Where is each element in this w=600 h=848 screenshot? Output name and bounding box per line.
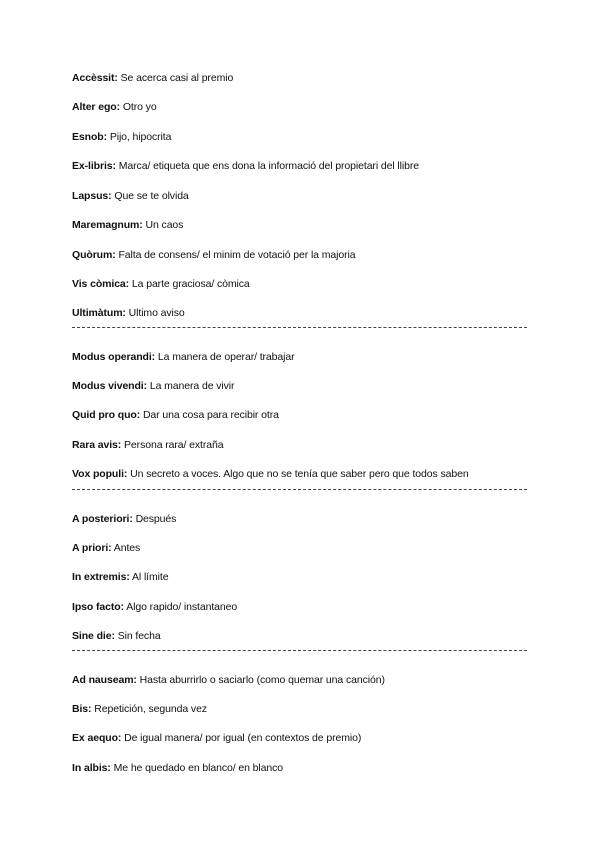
- entry-term: Ex aequo:: [72, 732, 122, 744]
- entry-term: In albis:: [72, 762, 111, 774]
- entry-definition: De igual manera/ por igual (en contextos de premio): [124, 732, 362, 744]
- glossary-entry-in-albis: [72, 761, 283, 775]
- entry-definition: Otro yo: [122, 101, 157, 113]
- entry-term: Vis còmica:: [72, 278, 130, 290]
- entry-term: Ad nauseam:: [72, 674, 137, 686]
- entry-definition: La manera de operar/ trabajar: [157, 351, 295, 363]
- entry-term: In extremis:: [72, 571, 130, 583]
- entry-term: Quòrum:: [72, 249, 116, 261]
- glossary-entry-maremagnum: [72, 218, 183, 232]
- entry-term: Alter ego:: [72, 101, 121, 113]
- glossary-entry-accessit: [72, 71, 233, 85]
- glossary-entry-ex-libris: [72, 159, 419, 173]
- entry-definition: Que se te olvida: [114, 190, 189, 202]
- glossary-entry-ultimatum: [72, 306, 185, 320]
- glossary-entry-bis: [72, 702, 207, 716]
- entry-definition: Persona rara/ extraña: [124, 439, 224, 451]
- entry-definition: Se acerca casi al premio: [120, 72, 234, 84]
- glossary-entry-quid-pro-quo: [72, 408, 279, 422]
- entry-term: Esnob:: [72, 131, 107, 143]
- entry-term: Ex-libris:: [72, 160, 116, 172]
- glossary-entry-rara-avis: [72, 438, 224, 452]
- entry-term: Modus operandi:: [72, 351, 156, 363]
- glossary-entry-modus-operandi: [72, 350, 295, 364]
- entry-term: Maremagnum:: [72, 219, 143, 231]
- section-divider: [72, 327, 527, 328]
- entry-term: Accèssit:: [72, 72, 118, 84]
- entry-term: Sine die:: [72, 630, 115, 642]
- section-divider: [72, 650, 527, 651]
- glossary-entry-quorum: [72, 248, 355, 262]
- entry-definition: La manera de vivir: [149, 380, 235, 392]
- glossary-entry-a-posteriori: [72, 512, 176, 526]
- glossary-entry-modus-vivendi: [72, 379, 234, 393]
- glossary-entry-in-extremis: [72, 570, 168, 584]
- entry-term: Rara avis:: [72, 439, 122, 451]
- entry-term: Lapsus:: [72, 190, 112, 202]
- entry-term: Quid pro quo:: [72, 409, 141, 421]
- entry-definition: Hasta aburrirlo o saciarlo (como quemar una canción): [139, 674, 385, 686]
- glossary-entry-ipso-facto: [72, 600, 237, 614]
- entry-definition: Después: [135, 513, 177, 525]
- glossary-entry-vox-populi: [72, 467, 469, 481]
- entry-term: A priori:: [72, 542, 112, 554]
- glossary-entry-lapsus: [72, 189, 189, 203]
- glossary-entry-vis-comica: [72, 277, 250, 291]
- entry-definition: La parte graciosa/ còmica: [131, 278, 250, 290]
- entry-definition: Pijo, hipocrita: [109, 131, 172, 143]
- entry-definition: Falta de consens/ el minim de votació per la majoria: [118, 249, 356, 261]
- entry-definition: Sin fecha: [117, 630, 161, 642]
- glossary-entry-ad-nauseam: [72, 673, 385, 687]
- entry-definition: Al límite: [132, 571, 169, 583]
- glossary-entry-sine-die: [72, 629, 161, 643]
- entry-definition: Algo rapido/ instantaneo: [126, 601, 238, 613]
- entry-term: Vox populi:: [72, 468, 128, 480]
- entry-definition: Dar una cosa para recibir otra: [142, 409, 279, 421]
- entry-term: Bis:: [72, 703, 92, 715]
- glossary-entry-alter-ego: [72, 100, 157, 114]
- entry-definition: Antes: [113, 542, 141, 554]
- entry-definition: Me he quedado en blanco/ en blanco: [113, 762, 284, 774]
- glossary-entry-esnob: [72, 130, 171, 144]
- entry-term: A posteriori:: [72, 513, 133, 525]
- entry-definition: Un caos: [145, 219, 184, 231]
- glossary-entry-a-priori: [72, 541, 140, 555]
- entry-definition: Repetición, segunda vez: [94, 703, 207, 715]
- section-divider: [72, 489, 527, 490]
- glossary-entry-ex-aequo: [72, 731, 361, 745]
- entry-definition: Marca/ etiqueta que ens dona la informació del propietari del llibre: [118, 160, 419, 172]
- entry-term: Ipso facto:: [72, 601, 124, 613]
- entry-definition: Ultimo aviso: [128, 307, 185, 319]
- entry-definition: Un secreto a voces. Algo que no se tenía que saber pero que todos saben: [130, 468, 469, 480]
- entry-term: Modus vivendi:: [72, 380, 148, 392]
- entry-term: Ultimàtum:: [72, 307, 126, 319]
